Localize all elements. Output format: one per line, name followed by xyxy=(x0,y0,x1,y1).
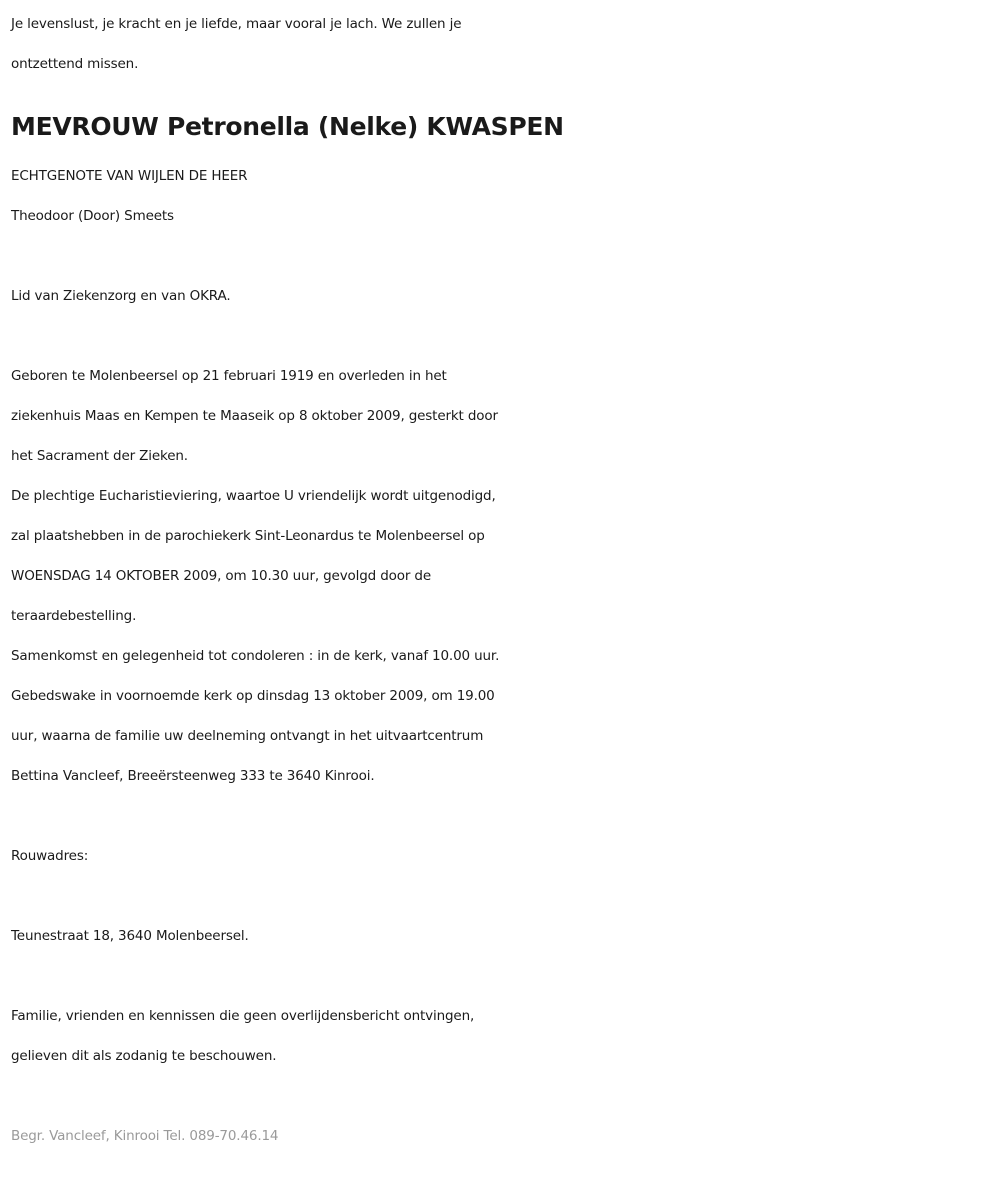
details-line: uur, waarna de familie uw deelneming ontvangt in het uitvaartcentrum xyxy=(11,728,484,744)
intro-line: ontzettend missen. xyxy=(11,56,139,72)
funeral-details xyxy=(11,356,996,796)
membership-text: Lid van Ziekenzorg en van OKRA. xyxy=(11,288,231,304)
details-line: Samenkomst en gelegenheid tot condoleren : in de kerk, vanaf 10.00 uur. xyxy=(11,648,500,664)
details-line: Gebedswake in voornoemde kerk op dinsdag 13 oktober 2009, om 19.00 xyxy=(11,688,495,704)
details-line: het Sacrament der Zieken. xyxy=(11,448,188,464)
notice-text xyxy=(11,996,996,1076)
mourning-address-label: Rouwadres: xyxy=(11,848,89,864)
details-line: De plechtige Eucharistieviering, waartoe U vriendelijk wordt uitgenodigd, xyxy=(11,488,496,504)
details-line: zal plaatshebben in de parochiekerk Sint-Leonardus te Molenbeersel op xyxy=(11,528,485,544)
deceased-name: MEVROUW Petronella (Nelke) KWASPEN xyxy=(11,112,564,141)
details-line: Geboren te Molenbeersel op 21 februari 1919 en overleden in het xyxy=(11,368,447,384)
details-line: ziekenhuis Maas en Kempen te Maaseik op 8 oktober 2009, gesterkt door xyxy=(11,408,498,424)
spacer xyxy=(11,316,996,356)
notice-line: Familie, vrienden en kennissen die geen overlijdensbericht ontvingen, xyxy=(11,1008,475,1024)
spacer xyxy=(11,956,996,996)
details-line: WOENSDAG 14 OKTOBER 2009, om 10.30 uur, gevolgd door de xyxy=(11,568,431,584)
notice-line: gelieven dit als zodanig te beschouwen. xyxy=(11,1048,277,1064)
spouse-name: Theodoor (Door) Smeets xyxy=(11,208,174,224)
spacer xyxy=(11,1076,996,1116)
obituary-document xyxy=(11,4,996,1156)
funeral-home-footer: Begr. Vancleef, Kinrooi Tel. 089-70.46.14 xyxy=(11,1128,279,1144)
details-line: Bettina Vancleef, Breeërsteenweg 333 te 3640 Kinrooi. xyxy=(11,768,375,784)
mourning-address: Teunestraat 18, 3640 Molenbeersel. xyxy=(11,928,249,944)
spacer xyxy=(11,796,996,836)
intro-text xyxy=(11,4,996,84)
spacer xyxy=(11,236,996,276)
intro-line: Je levenslust, je kracht en je liefde, maar vooral je lach. We zullen je xyxy=(11,16,462,32)
spacer xyxy=(11,876,996,916)
spouse-title: ECHTGENOTE VAN WIJLEN DE HEER xyxy=(11,168,248,184)
details-line: teraardebestelling. xyxy=(11,608,137,624)
